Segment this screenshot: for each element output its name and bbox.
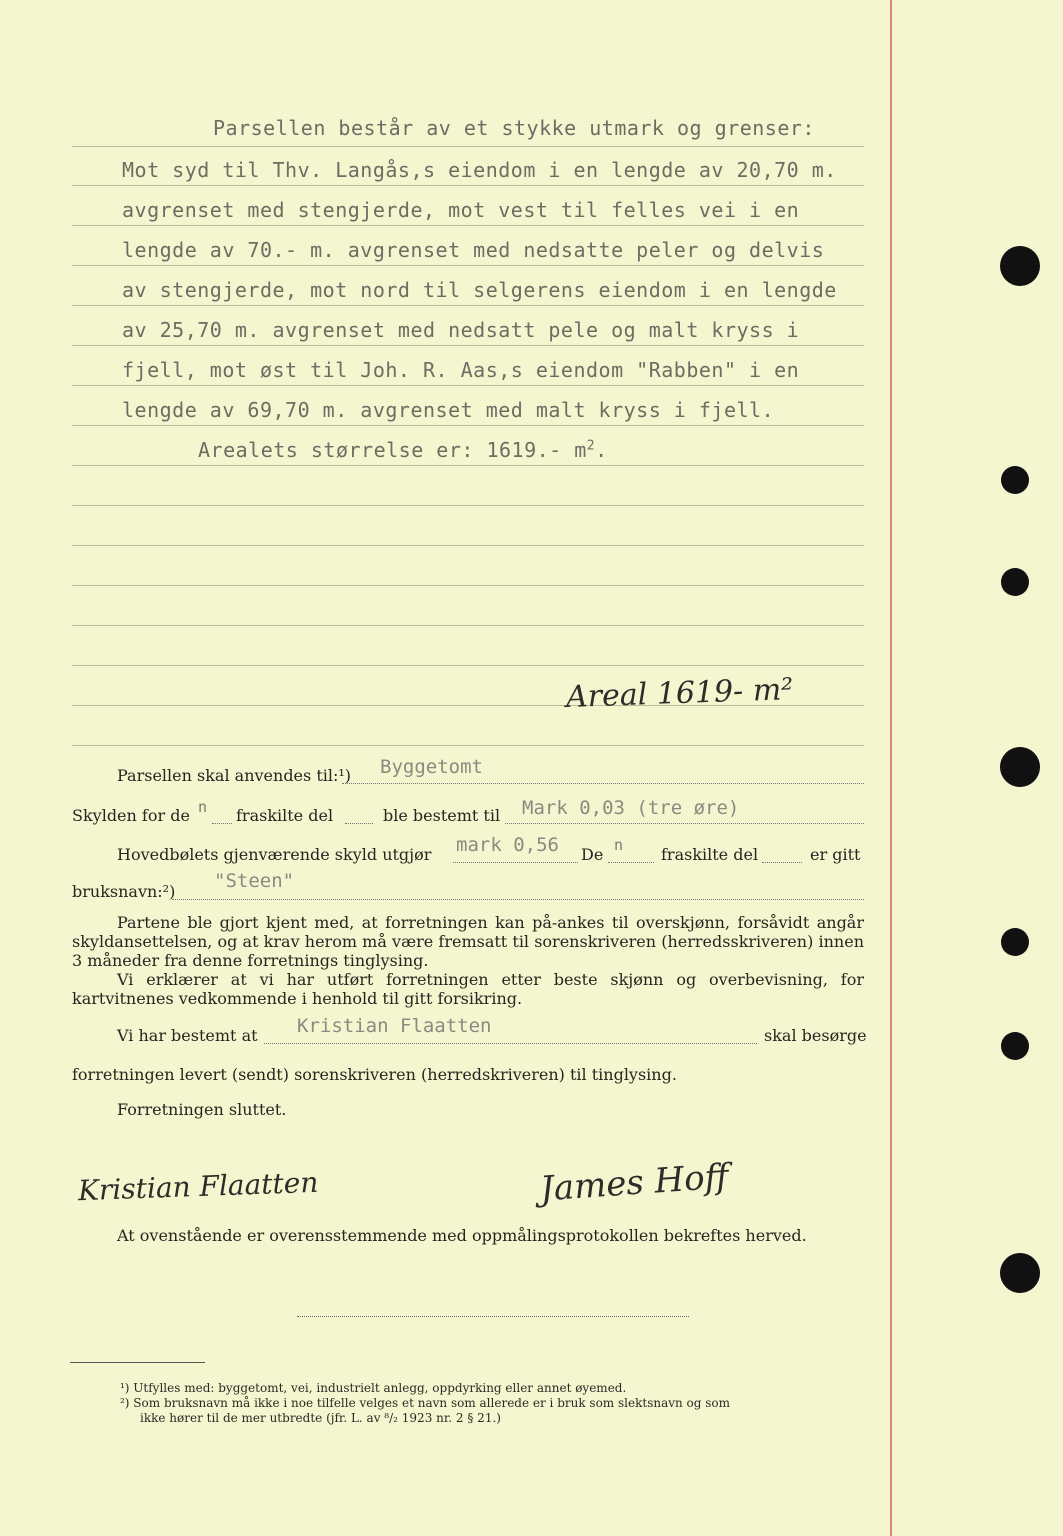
ruled-line — [72, 385, 864, 386]
typed-line: av stengjerde, mot nord til selgerens eiendom i en lengde — [122, 278, 837, 302]
dotted-line — [212, 822, 232, 824]
signature-dotted-line — [297, 1316, 689, 1317]
area-text: Arealets størrelse er: 1619.- m — [198, 438, 587, 462]
ruled-line — [72, 625, 864, 626]
typed-line: lengde av 70.- m. avgrenset med nedsatte peler og delvis — [122, 238, 825, 262]
footnote-2-cont: ikke hører til de mer utbredte (jfr. L. av ⁸/₂ 1923 nr. 2 § 21.) — [140, 1411, 501, 1425]
handwritten-area-note: Areal 1619- m² — [565, 672, 794, 715]
ruled-line — [72, 665, 864, 666]
typed-line: fjell, mot øst til Joh. R. Aas,s eiendom "Rabben" i en — [122, 358, 800, 382]
typed-line: avgrenset med stengjerde, mot vest til felles vei i en — [122, 198, 800, 222]
ruled-line — [72, 305, 864, 306]
dotted-line — [453, 861, 578, 863]
punch-hole — [1001, 928, 1029, 956]
ruled-line — [72, 505, 864, 506]
dotted-line — [762, 861, 802, 863]
dotted-line — [345, 822, 373, 824]
area-exponent: 2 — [586, 438, 596, 454]
hoved-value: mark 0,56 — [456, 834, 559, 856]
skyld-after: ble bestemt til — [383, 806, 501, 825]
typed-line: lengde av 69,70 m. avgrenset med malt kryss i fjell. — [122, 398, 775, 422]
footnote-2: ²) Som bruksnavn må ikke i noe tilfelle velges et navn som allerede er i bruk som slektsnavn og som — [120, 1396, 731, 1410]
punch-hole — [1000, 246, 1040, 286]
closing-text: Forretningen sluttet. — [117, 1100, 287, 1119]
dotted-line — [505, 822, 864, 824]
skyld-mid: fraskilte del — [236, 806, 334, 825]
signature-left: Kristian Flaatten — [77, 1165, 319, 1208]
punch-hole — [1001, 1032, 1029, 1060]
bruks-value: "Steen" — [214, 870, 295, 892]
punch-hole — [1001, 466, 1029, 494]
hoved-de: De — [581, 845, 604, 864]
hoved-label: Hovedbølets gjenværende skyld utgjør — [117, 845, 432, 864]
hoved-end: er gitt — [810, 845, 861, 864]
ruled-line — [72, 265, 864, 266]
area-line — [198, 438, 608, 462]
area-end: . — [595, 438, 608, 462]
punch-hole — [1000, 747, 1040, 787]
footnote-1: ¹) Utfylles med: byggetomt, vei, industrielt anlegg, oppdyrking eller annet øyemed. — [120, 1381, 627, 1395]
footnote-rule — [70, 1362, 205, 1363]
typed-line: Mot syd til Thv. Langås,s eiendom i en lengde av 20,70 m. — [122, 158, 837, 182]
ruled-line — [72, 425, 864, 426]
dotted-line — [342, 782, 864, 784]
signature-right: James Hoff — [538, 1156, 730, 1210]
certification-text: At ovenstående er overensstemmende med oppmålingsprotokollen bekreftes herved. — [117, 1226, 807, 1245]
ruled-line — [72, 185, 864, 186]
ruled-line — [72, 345, 864, 346]
bestemt-suffix: skal besørge — [764, 1026, 867, 1045]
punch-hole — [1000, 1253, 1040, 1293]
hoved-mid: fraskilte del — [661, 845, 759, 864]
ruled-line — [72, 225, 864, 226]
ruled-line — [72, 745, 864, 746]
ruled-line — [72, 585, 864, 586]
ruled-line — [72, 465, 864, 466]
punch-hole — [1001, 568, 1029, 596]
bestemt-line2: forretningen levert (sendt) sorenskriveren (herredskriveren) til tinglysing. — [72, 1065, 677, 1084]
skyld-value: Mark 0,03 (tre øre) — [522, 797, 740, 819]
hoved-sup: n — [614, 836, 624, 854]
red-margin-line — [890, 0, 892, 1536]
declaration-paragraph: Vi erklærer at vi har utført forretningen etter beste skjønn og overbevisning, for kartvitnenes vedkommende i henhold til gitt forsikring. — [72, 970, 864, 1008]
dotted-line — [264, 1042, 757, 1044]
ruled-line — [72, 146, 864, 147]
bestemt-label: Vi har bestemt at — [117, 1026, 258, 1045]
use-value: Byggetomt — [380, 756, 483, 778]
dotted-line — [608, 861, 654, 863]
dotted-line — [172, 898, 864, 900]
skyld-label: Skylden for de — [72, 806, 190, 825]
typed-line: Parsellen består av et stykke utmark og grenser: — [213, 116, 815, 140]
typed-line: av 25,70 m. avgrenset med nedsatt pele og malt kryss i — [122, 318, 800, 342]
skyld-sup: n — [198, 798, 208, 816]
bestemt-value: Kristian Flaatten — [297, 1015, 492, 1037]
ruled-line — [72, 545, 864, 546]
use-label: Parsellen skal anvendes til:¹) — [117, 766, 352, 785]
appeal-paragraph: Partene ble gjort kjent med, at forretningen kan på-ankes til overskjønn, forsåvidt angår skyldansettelsen, og at krav herom må være fremsatt til sorenskriveren (herredsskriveren) innen 3 måneder fra denne forretnings tinglysing. — [72, 913, 864, 970]
bruks-label: bruksnavn:²) — [72, 882, 176, 901]
